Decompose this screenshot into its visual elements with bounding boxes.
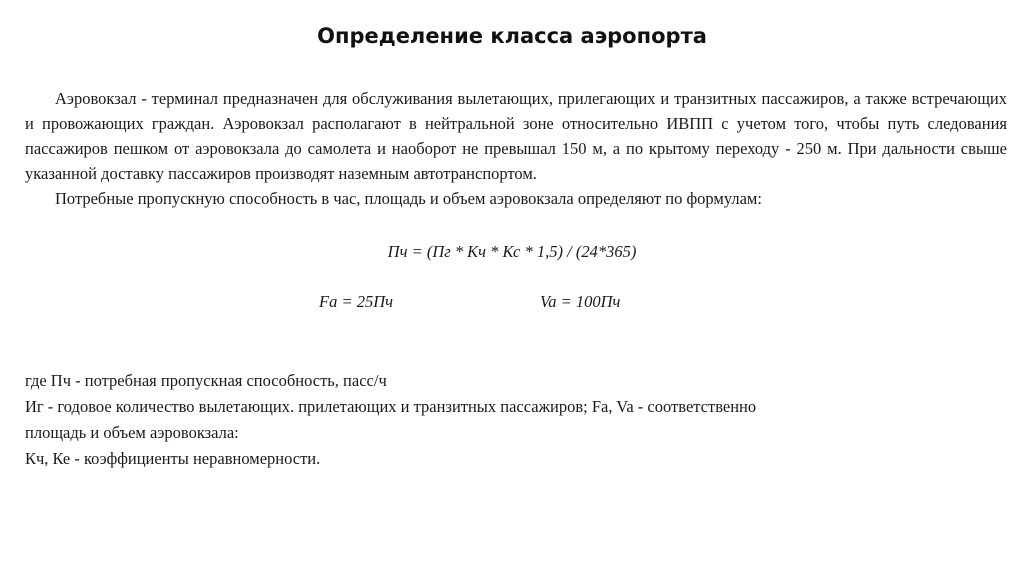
- volume-formula: Va = 100Пч: [540, 292, 621, 311]
- definition-line: площадь и объем аэровокзала:: [25, 423, 239, 442]
- intro-paragraph-formulas: Потребные пропускную способность в час, площадь и объем аэровокзала определяют по формулам:: [55, 189, 762, 208]
- intro-paragraph-terminal: Аэровокзал - терминал предназначен для обслуживания вылетающих, прилегающих и транзитных пассажиров, а также встречающих и провожающих граждан. Аэровокзал располагают в нейтральной зоне относительно ИВПП с учетом того, чтобы путь следования пассажиров пешком от аэровокзала до самолета и наоборот не превышал 150 м, а по крытому переходу - 250 м. При дальности свыше указанной доставку пассажиров производят наземным автотранспортом.: [25, 89, 1007, 183]
- area-formula: Fa = 25Пч: [319, 292, 394, 311]
- capacity-formula: Пч = (Пг * Кч * Кс * 1,5) / (24*365): [387, 242, 637, 261]
- definition-line: где Пч - потребная пропускная способность, пасс/ч: [25, 371, 387, 390]
- definitions-block: [25, 368, 1005, 472]
- definition-line: Кч, Ке - коэффициенты неравномерности.: [25, 449, 321, 468]
- definition-line: Иг - годовое количество вылетающих. прилетающих и транзитных пассажиров; Fa, Va - соответственно: [25, 397, 757, 416]
- intro-text: [25, 86, 1007, 211]
- page-title: Определение класса аэропорта: [317, 24, 707, 48]
